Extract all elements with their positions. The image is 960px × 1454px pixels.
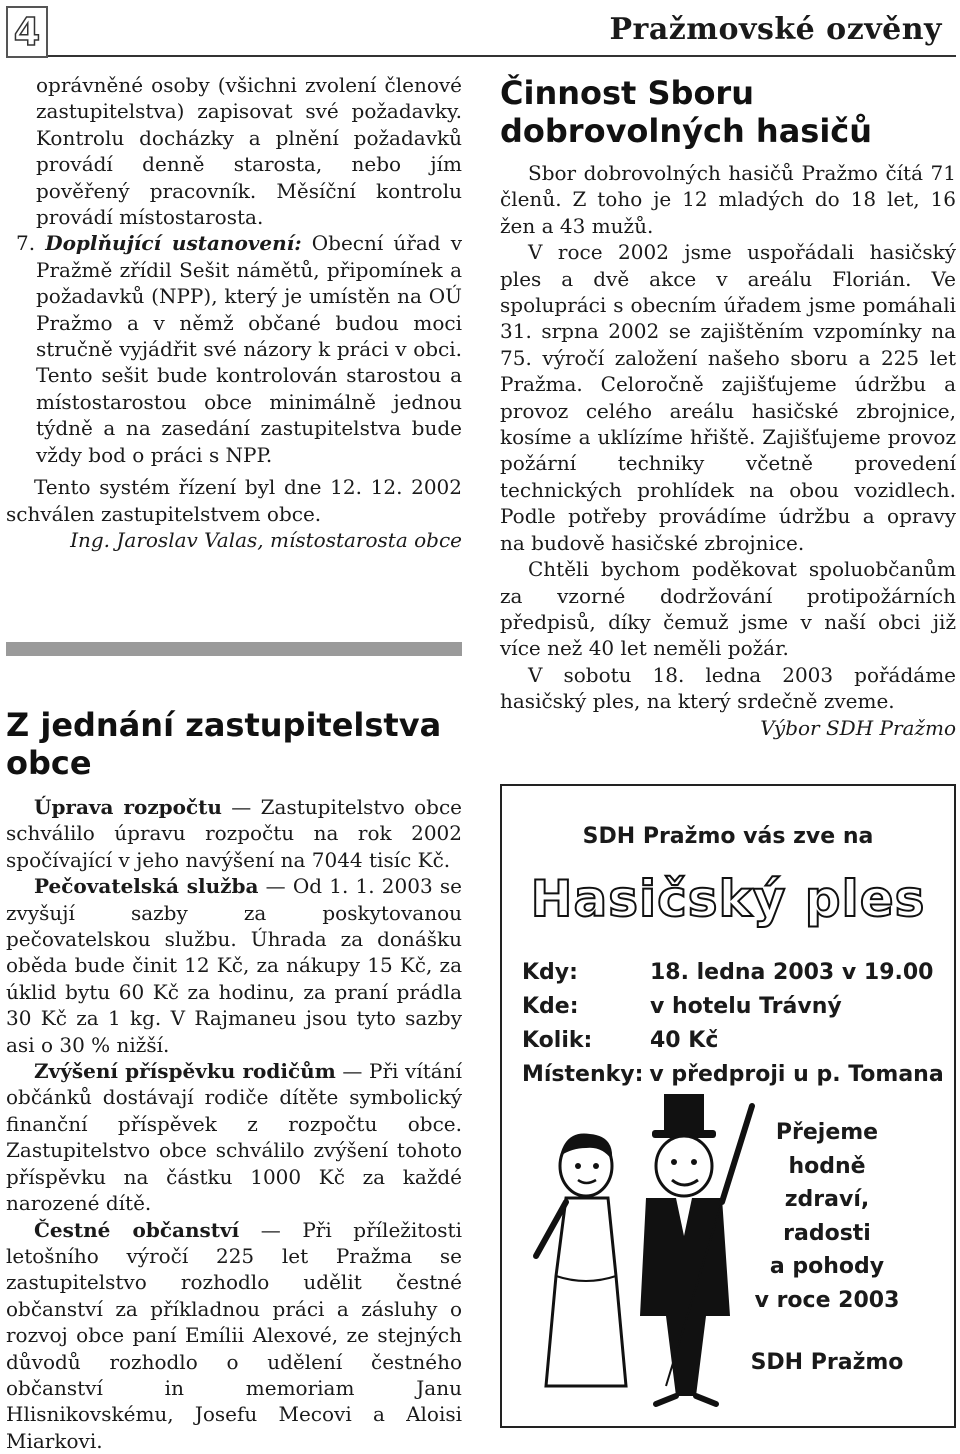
greeting-line: radosti: [742, 1217, 912, 1251]
signature: Výbor SDH Pražmo: [500, 715, 956, 741]
ball-invitation-box: [500, 784, 956, 1428]
paragraph: Tento systém řízení byl dne 12. 12. 2002 schválen zastupitelstvem obce.: [6, 474, 462, 527]
news-text: Zastupitelstvo obce schválilo úpravu rozpočtu na rok 2002 spočívající v jeho navýšení na 7044 tisíc Kč.: [6, 795, 462, 872]
info-value: 40 Kč: [650, 1024, 718, 1058]
section-heading: Činnost Sboru dobrovolných hasičů: [500, 74, 956, 150]
greeting-line: v roce 2003: [742, 1284, 912, 1318]
greeting-line: hodně: [742, 1150, 912, 1184]
info-key: Kdy:: [522, 956, 650, 990]
item-text: Obecní úřad v Pražmě zřídil Sešit námětů, připomínek a požadavků (NPP), který je umístěn na OÚ Pražmo a v němž občané budou moci stručně vyjádřit své názory k práci v obci. Tento sešit bude kontrolován starostou a místostarostou obce minimálně jednou týdně a na zasedání zastupitelstva bude vždy bod o práci s NPP.: [36, 231, 462, 466]
event-info: [522, 956, 944, 1092]
news-text: Od 1. 1. 2003 se zvyšují sazby za poskytovanou pečovatelskou službu. Úhrada za donášku oběda bude činit 12 Kč, za nákupy 15 Kč, za úklid bytu 60 Kč za hodinu, za praní prádla 30 Kč za 1 kg. V Rajmaneu jsou tyto sazby asi o 30 % nižší.: [6, 874, 462, 1056]
ball-title: Hasičský ples: [502, 870, 954, 928]
item-lead: Doplňující ustanovení:: [45, 231, 301, 255]
page-number-box: [6, 6, 48, 58]
dancing-couple-illustration: [516, 1086, 756, 1416]
section-heading: Z jednání zastupitelstva obce: [6, 706, 462, 782]
invitation-signature: SDH Pražmo: [732, 1350, 922, 1375]
item-number: 7.: [16, 231, 35, 255]
masthead-title: Pražmovské ozvěny: [609, 12, 942, 47]
info-row: [522, 990, 944, 1024]
council-news: [6, 794, 462, 1454]
info-value: v hotelu Trávný: [650, 990, 842, 1024]
divider-bar: [6, 642, 462, 656]
info-value: 18. ledna 2003 v 19.00: [650, 956, 934, 990]
page-number: 4: [8, 10, 46, 54]
greeting: [742, 1116, 912, 1317]
news-item: Úprava rozpočtu — Zastupitelstvo obce schválilo úpravu rozpočtu na rok 2002 spočívající v jeho navýšení na 7044 tisíc Kč.: [6, 794, 462, 873]
news-text: Při příležitosti letošního výročí 225 let Pražma se zastupitelstvo rozhodlo udělit čestné občanství za příkladnou práci a zásluhy o rozvoj obce paní Emílii Alexové, ze stejných důvodů rozhodlo o udělení čestného občanství in memoriam Janu Hlisnikovskému, Josefu Mecovi a Aloisi Miarkovi.: [6, 1218, 462, 1453]
invite-line: SDH Pražmo vás zve na: [502, 824, 954, 849]
firefighters-article: [500, 160, 956, 741]
news-item: Čestné občanství — Při příležitosti letošního výročí 225 let Pražma se zastupitelstvo rozhodlo udělit čestné občanství za příkladnou práci a zásluhy o rozvoj obce paní Emílii Alexové, ze stejných důvodů rozhodlo o udělení čestného občanství in memoriam Janu Hlisnikovskému, Josefu Mecovi a Aloisi Miarkovi.: [6, 1217, 462, 1454]
info-row: [522, 1024, 944, 1058]
news-item: Zvýšení příspěvku rodičům — Při vítání občánků dostávají rodiče dítěte symbolický finanční příspěvek z rozpočtu obce. Zastupitelstvo obce schválilo zvýšení tohoto příspěvku na částku 1000 Kč za každé narozené dítě.: [6, 1058, 462, 1216]
info-key: Kde:: [522, 990, 650, 1024]
news-lead: Zvýšení příspěvku rodičům: [34, 1059, 336, 1083]
greeting-line: zdraví,: [742, 1183, 912, 1217]
news-lead: Čestné občanství: [34, 1218, 239, 1242]
item-7: [6, 230, 462, 468]
header-rule: [48, 55, 956, 57]
paragraph: Sbor dobrovolných hasičů Pražmo čítá 71 členů. Z toho je 12 mladých do 18 let, 16 žen a 43 mužů.: [500, 160, 956, 239]
paragraph: V sobotu 18. ledna 2003 pořádáme hasičský ples, na který srdečně zveme.: [500, 662, 956, 715]
news-item: Pečovatelská služba — Od 1. 1. 2003 se zvyšují sazby za poskytovanou pečovatelskou službu. Úhrada za donášku oběda bude činit 12 Kč, za nákupy 15 Kč, za úklid bytu 60 Kč za hodinu, za praní prádla 30 Kč za 1 kg. V Rajmaneu jsou tyto sazby asi o 30 % nižší.: [6, 873, 462, 1058]
signature: Ing. Jaroslav Valas, místostarosta obce: [6, 527, 462, 553]
paragraph: Chtěli bychom poděkovat spoluobčanům za vzorné dodržování protipožárních předpisů, díky čemuž jsme v naší obci již více než 40 let neměli požár.: [500, 556, 956, 662]
paragraph: V roce 2002 jsme uspořádali hasičský ples a dvě akce v areálu Florián. Ve spolupráci s obecním úřadem jsme pomáhali 31. srpna 2002 se zajištěním vzpomínky na 75. výročí založení našeho sboru a 225 let Pražma. Celoročně zajišťujeme údržbu a provoz celého areálu hasičské zbrojnice, kosíme a uklízíme hřiště. Zajišťujeme provoz požární techniky včetně provedení technických prohlídek na obou vozidlech. Podle potřeby provádíme údržbu a opravy na budově hasičské zbrojnice.: [500, 239, 956, 556]
news-text: Při vítání občánků dostávají rodiče dítěte symbolický finanční příspěvek z rozpočtu obce. Zastupitelstvo obce schválilo zvýšení tohoto příspěvku na částku 1000 Kč za každé narozené dítě.: [6, 1059, 462, 1215]
info-key: Místenky:: [522, 1058, 643, 1092]
greeting-line: Přejeme: [742, 1116, 912, 1150]
paragraph: oprávněné osoby (všichni zvolení členové zastupitelstva) zapisovat své požadavky. Kontrolu docházky a plnění požadavků provádí denně starosta, nebo jím pověřený pracovník. Měsíční kontrolu provádí místostarosta.: [6, 72, 462, 230]
left-article-continuation: [6, 72, 462, 553]
news-lead: Pečovatelská služba: [34, 874, 258, 898]
info-value: v předproji u p. Tomana: [649, 1058, 943, 1092]
info-row: [522, 956, 944, 990]
info-key: Kolik:: [522, 1024, 650, 1058]
greeting-line: a pohody: [742, 1250, 912, 1284]
news-lead: Úprava rozpočtu: [34, 795, 222, 819]
